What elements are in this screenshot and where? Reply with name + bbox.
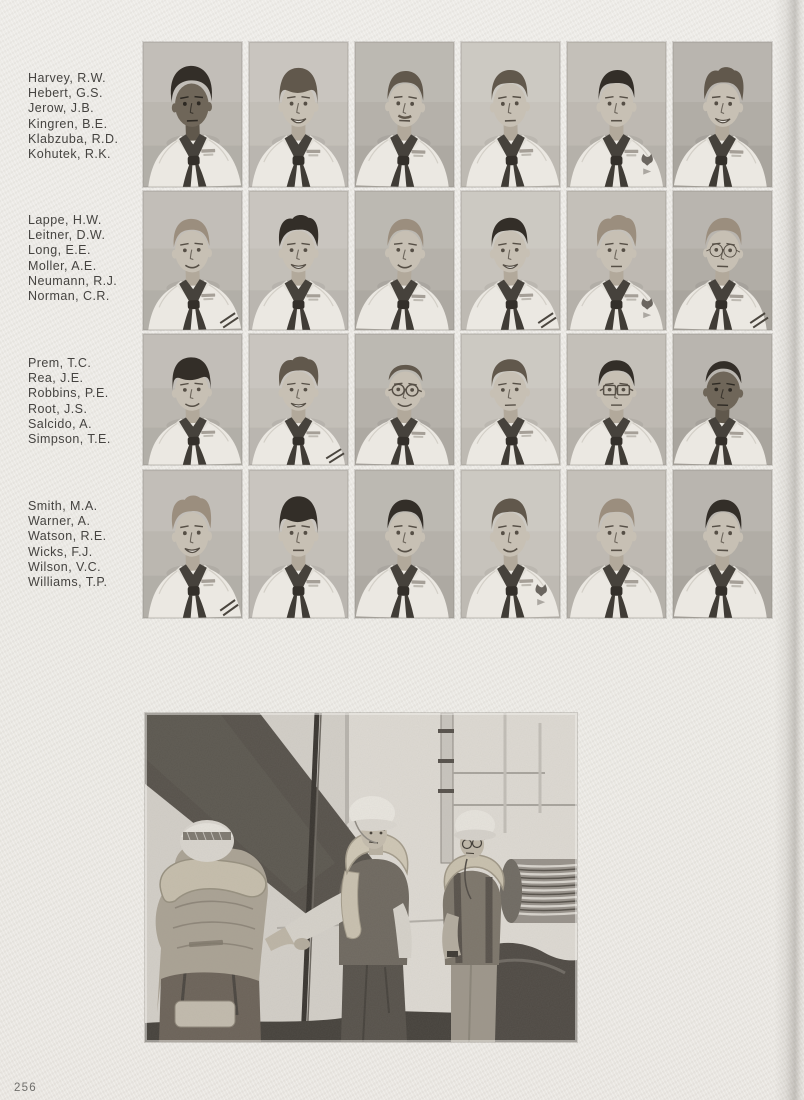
page-edge-shadow — [774, 0, 804, 1100]
portrait-photo — [567, 191, 666, 330]
roster-name: Rea, J.E. — [28, 371, 84, 386]
roster-name: Wilson, V.C. — [28, 559, 102, 574]
roster-name: Simpson, T.E. — [28, 432, 111, 447]
portrait-photo — [567, 334, 666, 465]
portrait-photo — [249, 191, 348, 330]
roster-name: Watson, R.E. — [28, 529, 107, 544]
roster-name: Kohutek, R.K. — [28, 147, 111, 162]
portrait-photo — [249, 334, 348, 465]
roster-name: Robbins, P.E. — [28, 386, 109, 401]
name-list-row-1 — [28, 71, 160, 162]
portrait-photo — [249, 42, 348, 187]
roster-name: Jerow, J.B. — [28, 101, 95, 116]
name-list-row-2 — [28, 213, 160, 304]
roster-name: Wicks, F.J. — [28, 544, 93, 559]
roster-name: Hebert, G.S. — [28, 86, 103, 101]
roster-name: Lappe, H.W. — [28, 213, 102, 227]
portrait-photo — [461, 470, 560, 618]
roster-name: Klabzuba, R.D. — [28, 131, 119, 146]
roster-name: Salcido, A. — [28, 416, 93, 431]
roster-name: Leitner, D.W. — [28, 228, 106, 243]
portrait-photo — [355, 191, 454, 330]
roster-name: Neumann, R.J. — [28, 273, 118, 288]
portrait-photo — [461, 42, 560, 187]
portrait-photo — [143, 191, 242, 330]
roster-name: Long, E.E. — [28, 243, 91, 258]
portrait-photo — [673, 191, 772, 330]
portrait-photo — [143, 470, 242, 618]
roster-name: Harvey, R.W. — [28, 71, 107, 85]
roster-name: Root, J.S. — [28, 401, 88, 416]
roster-name: Prem, T.C. — [28, 356, 92, 370]
portrait-photo — [355, 42, 454, 187]
roster-name: Moller, A.E. — [28, 258, 97, 273]
portrait-photo — [567, 470, 666, 618]
portrait-photo — [461, 191, 560, 330]
name-list-row-3 — [28, 356, 160, 447]
portrait-photo — [567, 42, 666, 187]
roster-name: Warner, A. — [28, 514, 91, 529]
portrait-photo — [461, 334, 560, 465]
portrait-photo — [673, 42, 772, 187]
portrait-photo — [143, 334, 242, 465]
deck-work-photo — [145, 713, 577, 1042]
portrait-photo — [673, 470, 772, 618]
portrait-photo — [355, 334, 454, 465]
roster-name: Norman, C.R. — [28, 289, 110, 304]
roster-name: Kingren, B.E. — [28, 116, 108, 131]
portrait-photo — [673, 334, 772, 465]
portrait-photo — [143, 42, 242, 187]
roster-name: Smith, M.A. — [28, 499, 98, 513]
portrait-photo — [355, 470, 454, 618]
name-list-row-4 — [28, 499, 160, 590]
roster-name: Williams, T.P. — [28, 575, 108, 590]
portrait-photo — [249, 470, 348, 618]
page-number: 256 — [14, 1082, 37, 1094]
